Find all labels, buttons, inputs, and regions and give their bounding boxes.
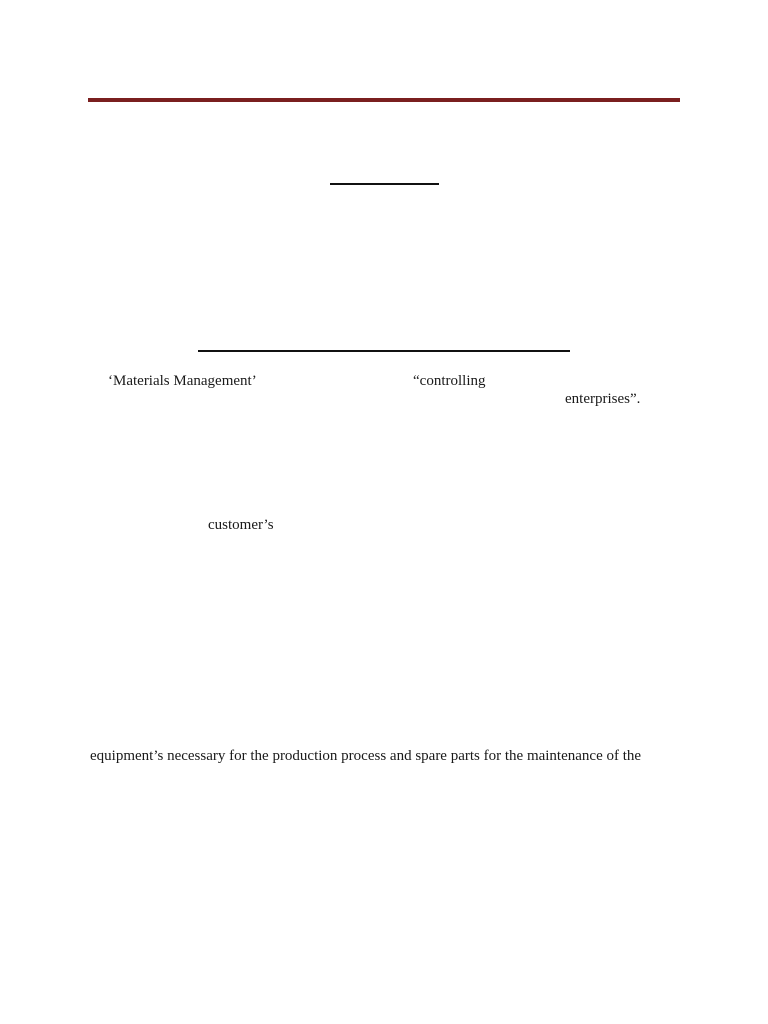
text-controlling: “controlling (413, 373, 486, 389)
text-materials-management: ‘Materials Management’ (108, 373, 257, 389)
text-equipment-line: equipment’s necessary for the production process and spare parts for the maintenance of the (90, 748, 642, 764)
text-enterprises: enterprises”. (565, 391, 641, 407)
text-customers: customer’s (208, 517, 274, 533)
subheading-underline (198, 350, 570, 352)
heading-underline (330, 183, 439, 185)
header-rule (88, 98, 680, 102)
